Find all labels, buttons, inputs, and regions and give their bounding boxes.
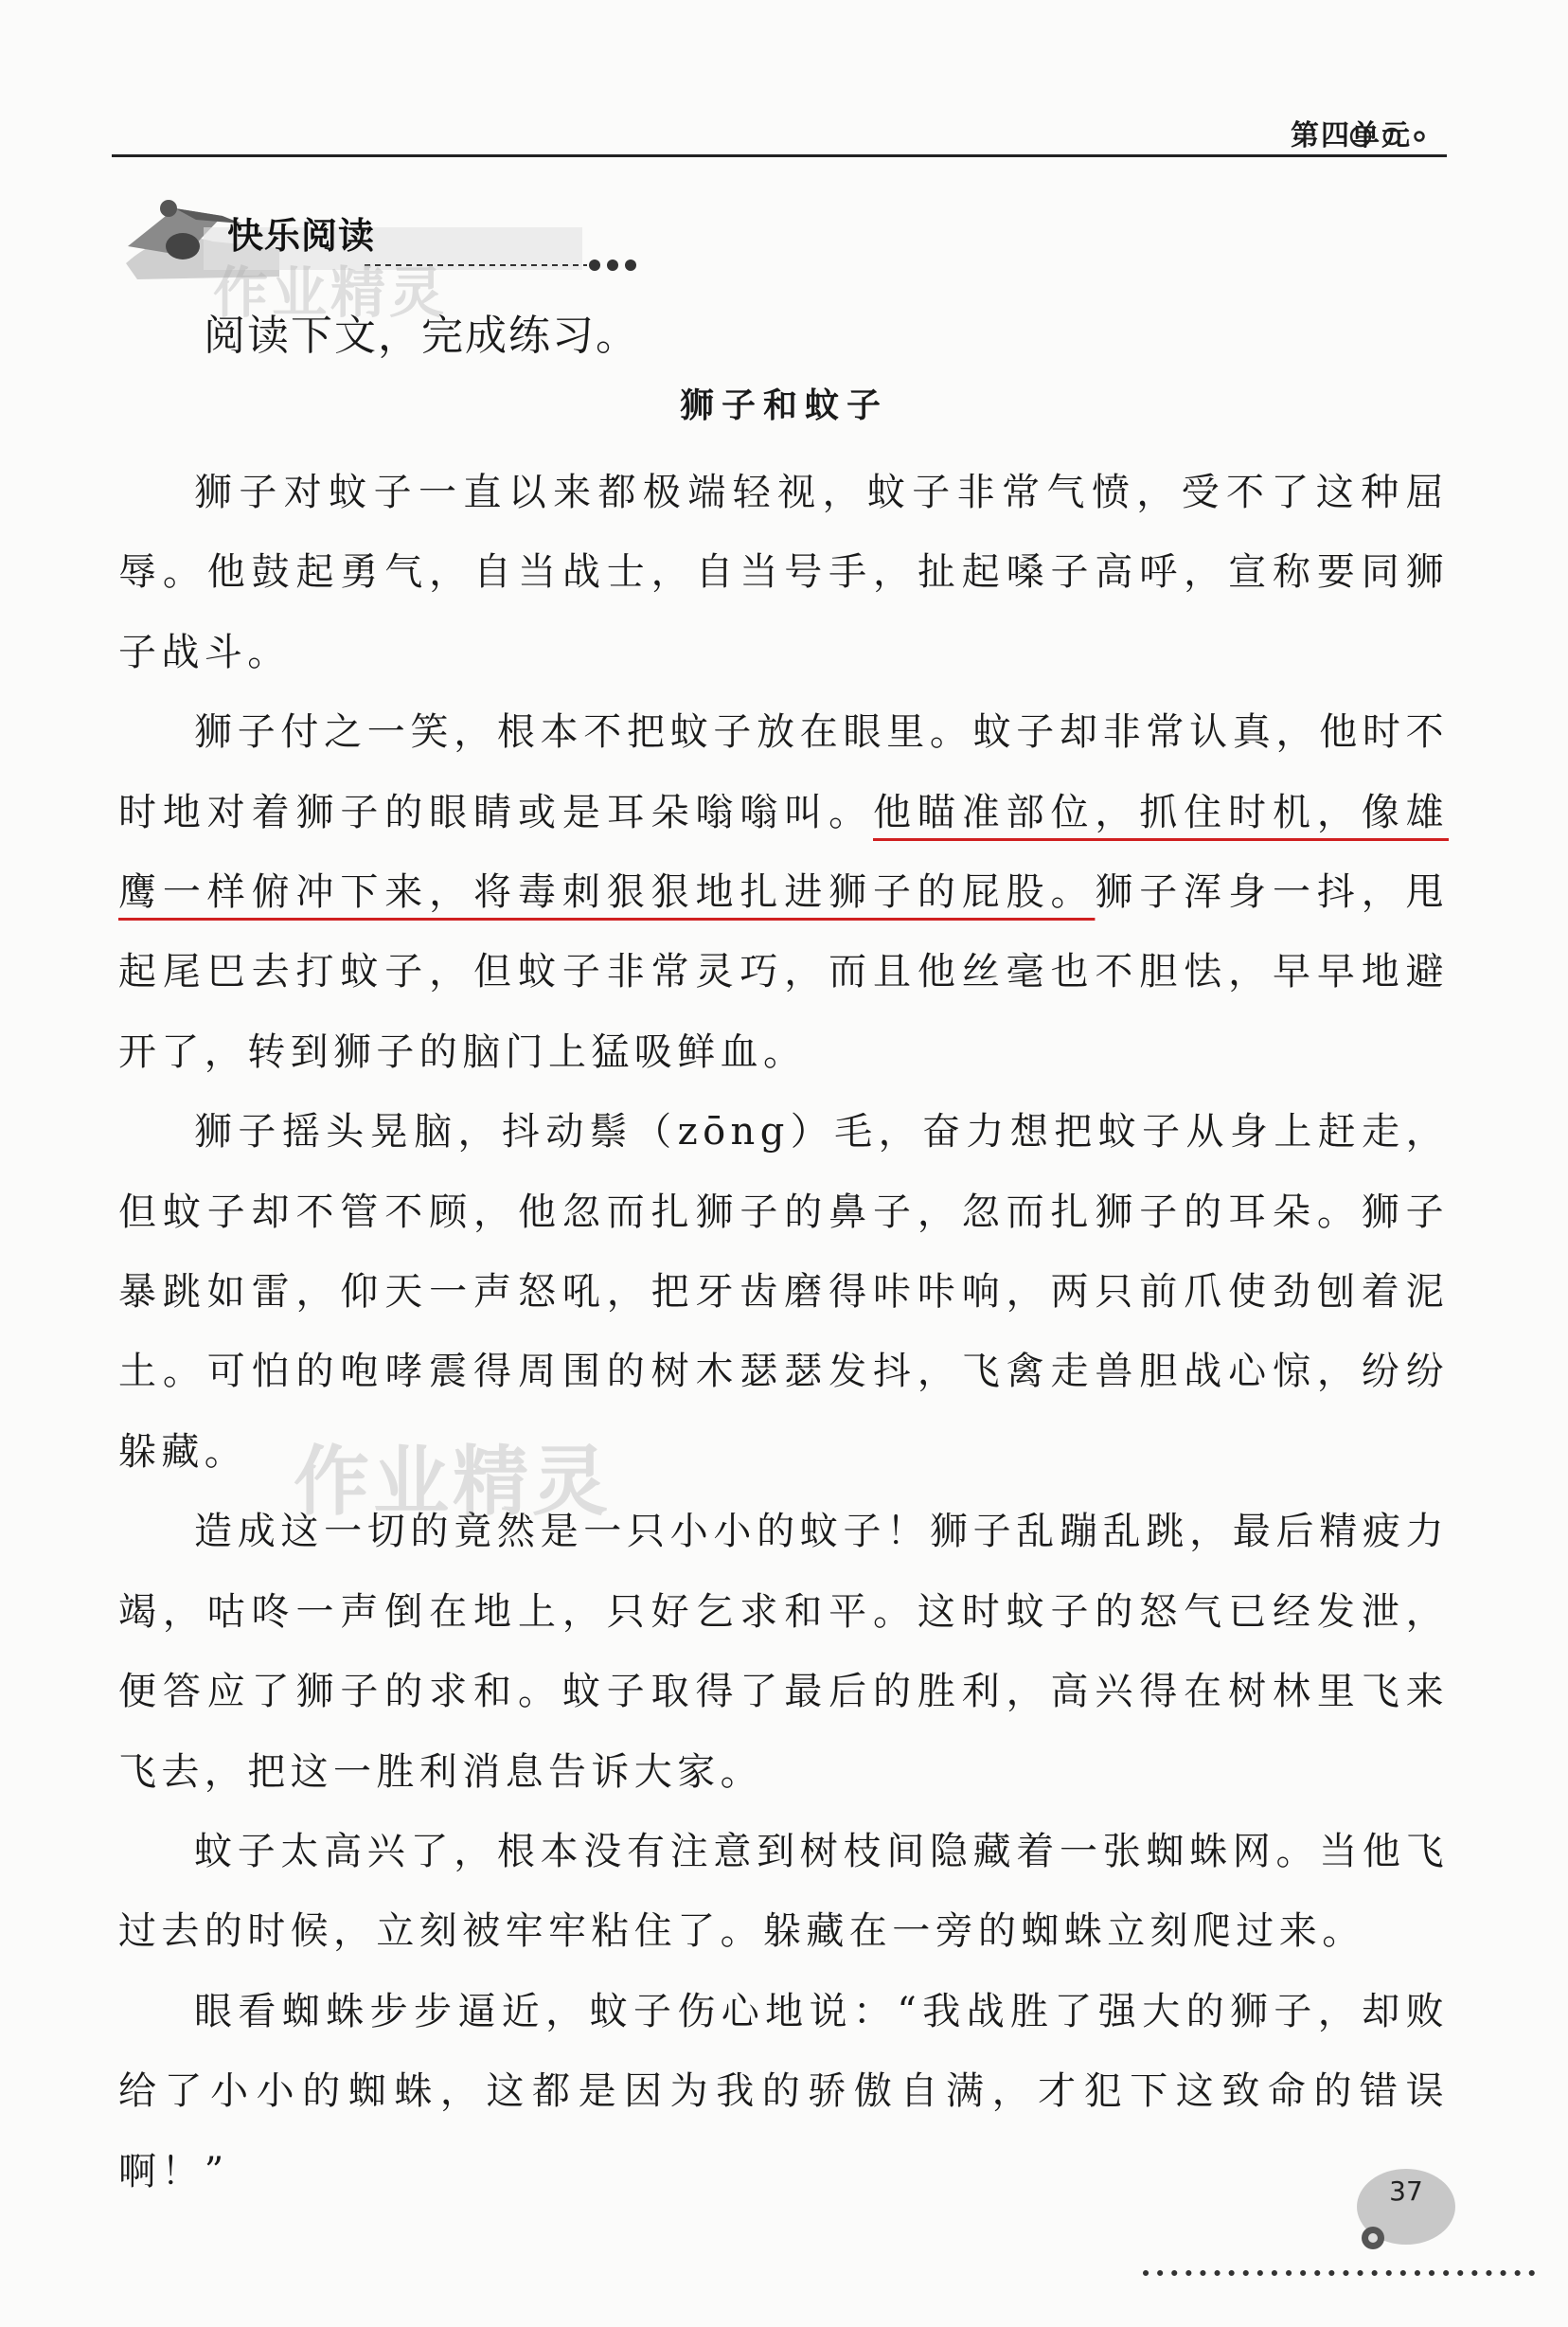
footer-dotted-line: [1141, 2264, 1558, 2282]
paragraph-5: 蚊子太高兴了，根本没有注意到树枝间隐藏着一张蜘蛛网。当他飞过去的时候，立刻被牢牢粘住了。躲藏在一旁的蜘蛛立刻爬过来。: [118, 1829, 1449, 1954]
paragraph-1: 狮子对蚊子一直以来都极端轻视，蚊子非常气愤，受不了这种屈辱。他鼓起勇气，自当战士，自当号手，扯起嗓子高呼，宣称要同狮子战斗。: [118, 471, 1449, 674]
section-title: 快乐阅读: [227, 215, 376, 257]
instruction-text: 阅读下文，完成练习。: [204, 312, 639, 360]
story-title: 狮子和蚊子: [679, 385, 888, 425]
watermark-top: 作业精灵: [213, 260, 449, 325]
paragraph-3: 狮子摇头晃脑，抖动鬃（zōng）毛，奋力想把蚊子从身上赶走，但蚊子却不管不顾，他忽而扎狮子的鼻子，忽而扎狮子的耳朵。狮子暴跳如雷，仰天一声怒吼，把牙齿磨得咔咔响，两只前爪使劲刨着泥土。可怕的咆哮震得周围的树木瑟瑟发抖，飞禽走兽胆战心惊，纷纷躲藏。: [118, 1110, 1449, 1474]
watermark-middle: 作业精灵: [294, 1438, 612, 1526]
paragraph-2: [118, 692, 1449, 1092]
header-rule: [112, 154, 1447, 157]
page-number: 37: [1389, 2175, 1423, 2207]
unit-label: 第四单元: [1291, 119, 1412, 152]
underlined-sentence: 他瞄准部位，抓住时机，像雄鹰一样俯冲下来，将毒刺狠狠地扎进狮子的屁股。: [118, 790, 1449, 915]
header-circles-icon: [1349, 123, 1453, 152]
paragraph-2-a: 狮子付之一笑，根本不把蚊子放在眼里。蚊子却非常认真，他时不时地对着狮子的眼睛或是耳朵嗡嗡叫。: [118, 710, 1449, 834]
paragraph-2-b: 狮子浑身一抖，甩起尾巴去打蚊子，但蚊子非常灵巧，而且他丝毫也不胆怯，早早地避开了，转到狮子的脑门上猛吸鲜血。: [118, 870, 1449, 1074]
story-body: [118, 453, 1449, 2211]
paragraph-4: 造成这一切的竟然是一只小小的蚊子！狮子乱蹦乱跳，最后精疲力竭，咕咚一声倒在地上，只好乞求和平。这时蚊子的怒气已经发泄，便答应了狮子的求和。蚊子取得了最后的胜利，高兴得在树林里飞来飞去，把这一胜利消息告诉大家。: [118, 1510, 1449, 1794]
paragraph-6: 眼看蜘蛛步步逼近，蚊子伤心地说：“我战胜了强大的狮子，却败给了小小的蜘蛛，这都是因为我的骄傲自满，才犯下这致命的错误啊！”: [118, 1989, 1449, 2193]
